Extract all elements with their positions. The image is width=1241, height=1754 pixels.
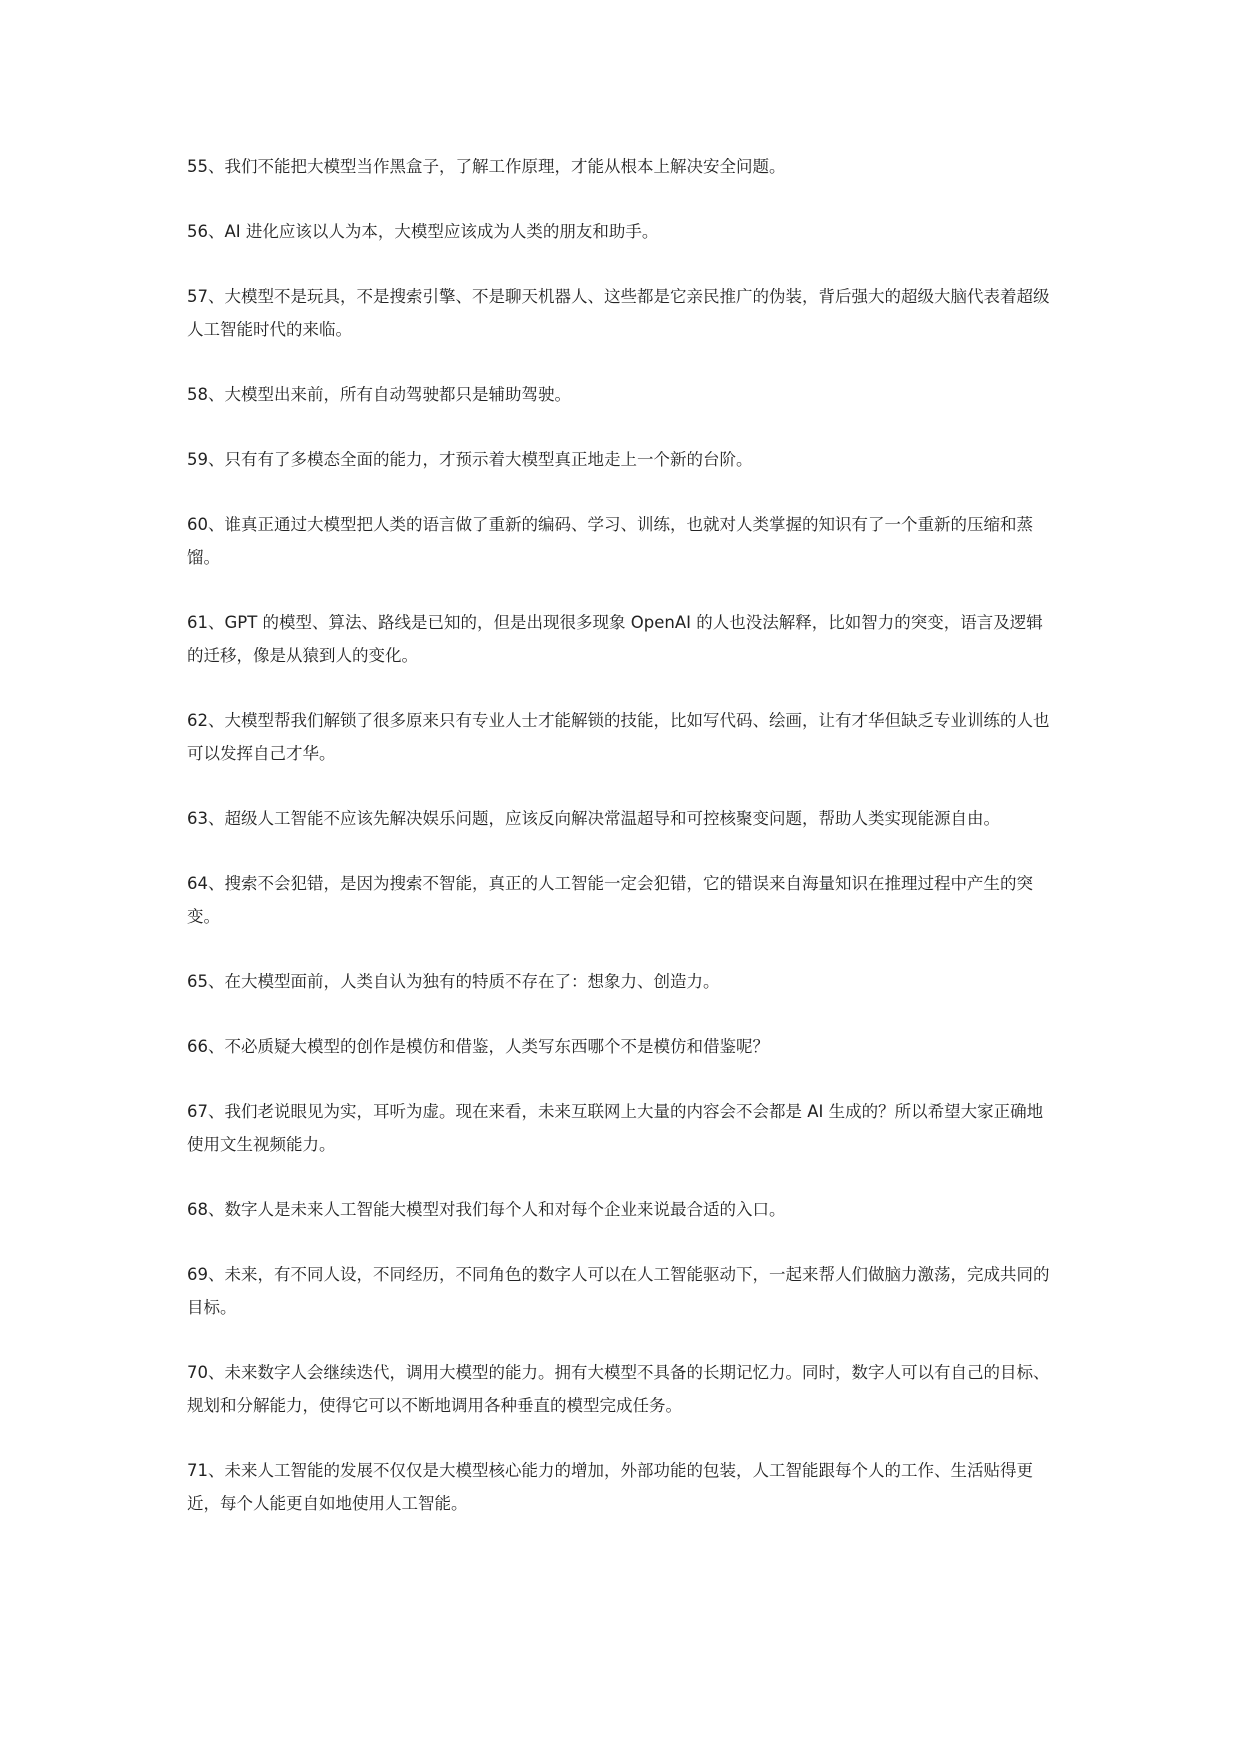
paragraph-65: 65、在大模型面前，人类自认为独有的特质不存在了：想象力、创造力。 [187,972,720,991]
paragraph-71: 71、未来人工智能的发展不仅仅是大模型核心能力的增加，外部功能的包装，人工智能跟每个人的工作、生活贴得更近，每个人能更自如地使用人工智能。 [187,1461,1033,1513]
paragraph-68: 68、数字人是未来人工智能大模型对我们每个人和对每个企业来说最合适的入口。 [187,1200,786,1219]
paragraph-70: 70、未来数字人会继续迭代，调用大模型的能力。拥有大模型不具备的长期记忆力。同时，数字人可以有自己的目标、规划和分解能力，使得它可以不断地调用各种垂直的模型完成任务。 [187,1363,1050,1415]
paragraph-60: 60、谁真正通过大模型把人类的语言做了重新的编码、学习、训练，也就对人类掌握的知识有了一个重新的压缩和蒸馏。 [187,515,1033,567]
paragraph-66: 66、不必质疑大模型的创作是模仿和借鉴，人类写东西哪个不是模仿和借鉴呢？ [187,1037,769,1056]
document-body [187,150,1053,1520]
paragraph-67: 67、我们老说眼见为实，耳听为虚。现在来看，未来互联网上大量的内容会不会都是 AI 生成的？所以希望大家正确地使用文生视频能力。 [187,1102,1044,1154]
paragraph-58: 58、大模型出来前，所有自动驾驶都只是辅助驾驶。 [187,385,571,404]
paragraph-57: 57、大模型不是玩具，不是搜索引擎、不是聊天机器人、这些都是它亲民推广的伪装，背后强大的超级大脑代表着超级人工智能时代的来临。 [187,287,1050,339]
paragraph-63: 63、超级人工智能不应该先解决娱乐问题，应该反向解决常温超导和可控核聚变问题，帮助人类实现能源自由。 [187,809,1000,828]
paragraph-56: 56、AI 进化应该以人为本，大模型应该成为人类的朋友和助手。 [187,222,659,241]
paragraph-62: 62、大模型帮我们解锁了很多原来只有专业人士才能解锁的技能，比如写代码、绘画，让有才华但缺乏专业训练的人也可以发挥自己才华。 [187,711,1050,763]
paragraph-69: 69、未来，有不同人设，不同经历，不同角色的数字人可以在人工智能驱动下，一起来帮人们做脑力激荡，完成共同的目标。 [187,1265,1050,1317]
paragraph-55: 55、我们不能把大模型当作黑盒子，了解工作原理，才能从根本上解决安全问题。 [187,157,786,176]
paragraph-64: 64、搜索不会犯错，是因为搜索不智能，真正的人工智能一定会犯错，它的错误来自海量知识在推理过程中产生的突变。 [187,874,1033,926]
paragraph-61: 61、GPT 的模型、算法、路线是已知的，但是出现很多现象 OpenAI 的人也没法解释，比如智力的突变，语言及逻辑的迁移，像是从猿到人的变化。 [187,613,1043,665]
paragraph-59: 59、只有有了多模态全面的能力，才预示着大模型真正地走上一个新的台阶。 [187,450,753,469]
